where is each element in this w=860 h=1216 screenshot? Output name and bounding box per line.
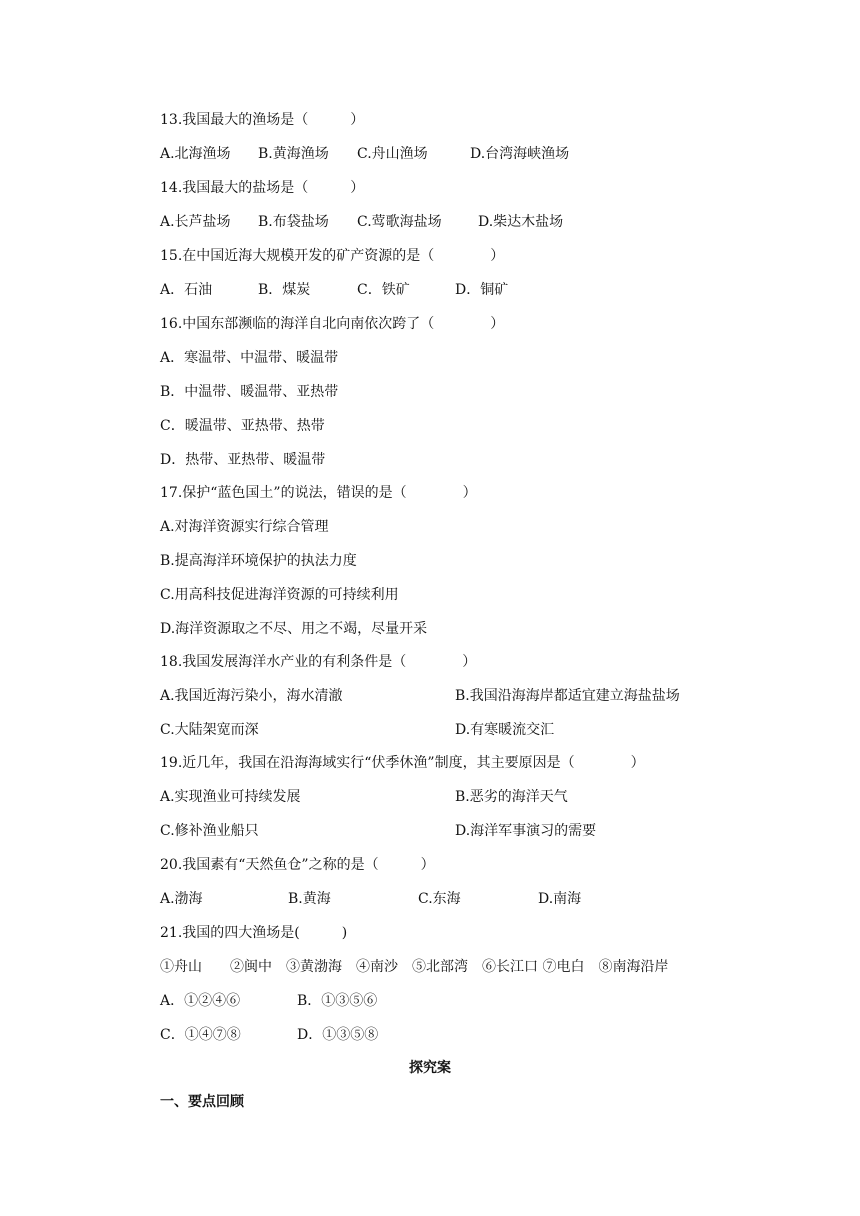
question-18-stem: 18.我国发展海洋水产业的有利条件是（ ）	[160, 654, 477, 670]
question-15-option-c: C．铁矿	[357, 282, 410, 298]
question-13-option-d: D.台湾海峡渔场	[470, 146, 570, 162]
question-20-stem: 20.我国素有“天然鱼仓”之称的是（ ）	[160, 857, 435, 873]
section-title: 探究案	[409, 1060, 451, 1076]
question-16-option-b: B．中温带、暖温带、亚热带	[160, 384, 339, 400]
question-19-option-a: A.实现渔业可持续发展	[160, 789, 301, 805]
question-21-option-c: C．①④⑦⑧	[160, 1027, 241, 1043]
question-14-option-c: C.莺歌海盐场	[357, 214, 442, 230]
question-17-option-b: B.提高海洋环境保护的执法力度	[160, 553, 357, 569]
question-16-option-d: D．热带、亚热带、暖温带	[160, 452, 326, 468]
question-21-list: ①舟山 ②闽中 ③黄渤海 ④南沙 ⑤北部湾 ⑥长江口 ⑦电白 ⑧南海沿岸	[160, 959, 669, 975]
question-19-option-b: B.恶劣的海洋天气	[455, 789, 568, 805]
question-15-option-b: B．煤炭	[258, 282, 311, 298]
question-21-option-b: B．①③⑤⑥	[297, 993, 378, 1009]
question-13-option-a: A.北海渔场	[160, 146, 231, 162]
question-18-option-a: A.我国近海污染小，海水清澈	[160, 688, 343, 704]
question-13-stem: 13.我国最大的渔场是（ ）	[160, 112, 365, 128]
question-17-option-c: C.用高科技促进海洋资源的可持续利用	[160, 587, 399, 603]
question-16-option-a: A．寒温带、中温带、暖温带	[160, 350, 339, 366]
question-14-option-d: D.柴达木盐场	[478, 214, 564, 230]
question-20-option-a: A.渤海	[160, 891, 203, 907]
question-19-stem: 19.近几年，我国在沿海海域实行“伏季休渔”制度，其主要原因是（ ）	[160, 755, 645, 771]
question-14-option-a: A.长芦盐场	[160, 214, 231, 230]
question-13-option-c: C.舟山渔场	[357, 146, 428, 162]
question-16-option-c: C．暖温带、亚热带、热带	[160, 418, 325, 434]
question-17-option-a: A.对海洋资源实行综合管理	[160, 519, 329, 535]
question-21-option-a: A．①②④⑥	[160, 993, 241, 1009]
question-18-option-d: D.有寒暖流交汇	[455, 722, 555, 738]
question-19-option-d: D.海洋军事演习的需要	[455, 823, 597, 839]
question-15-option-d: D．铜矿	[455, 282, 509, 298]
question-17-option-d: D.海洋资源取之不尽、用之不竭，尽量开采	[160, 621, 428, 637]
question-15-option-a: A．石油	[160, 282, 213, 298]
question-14-option-b: B.布袋盐场	[258, 214, 329, 230]
question-20-option-c: C.东海	[418, 891, 461, 907]
subsection-title: 一、要点回顾	[160, 1094, 244, 1110]
question-21-option-d: D．①③⑤⑧	[297, 1027, 379, 1043]
question-20-option-b: B.黄海	[288, 891, 331, 907]
question-15-stem: 15.在中国近海大规模开发的矿产资源的是（ ）	[160, 248, 505, 264]
question-16-stem: 16.中国东部濒临的海洋自北向南依次跨了（ ）	[160, 316, 505, 332]
question-17-stem: 17.保护“蓝色国土”的说法，错误的是（ ）	[160, 485, 477, 501]
question-20-option-d: D.南海	[538, 891, 582, 907]
question-18-option-b: B.我国沿海海岸都适宜建立海盐盐场	[455, 688, 680, 704]
question-18-option-c: C.大陆架宽而深	[160, 722, 259, 738]
question-14-stem: 14.我国最大的盐场是（ ）	[160, 180, 365, 196]
question-21-stem: 21.我国的四大渔场是( )	[160, 925, 348, 941]
question-13-option-b: B.黄海渔场	[258, 146, 329, 162]
question-19-option-c: C.修补渔业船只	[160, 823, 259, 839]
